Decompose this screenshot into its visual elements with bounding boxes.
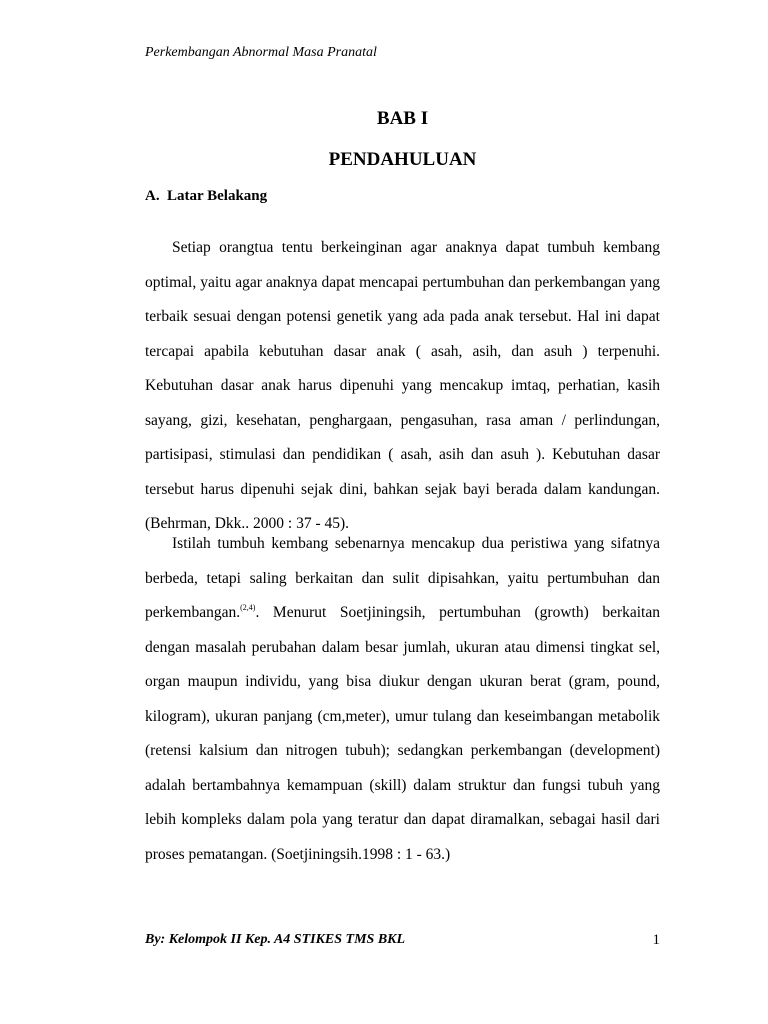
body-paragraph-2: [145, 527, 660, 872]
section-number: A.: [145, 188, 160, 204]
running-header: Perkembangan Abnormal Masa Pranatal: [145, 45, 377, 60]
paragraph-2-text-rest: . Menurut Soetjiningsih, pertumbuhan (growth) berkaitan dengan masalah perubahan dalam besar jumlah, ukuran atau dimensi tingkat sel, organ maupun individu, yang bisa diukur dengan ukuran berat (gram, pound, kilogram), ukuran panjang (cm,meter), umur tulang dan keseimbangan metabolik (retensi kalsium dan nitrogen tubuh); sedangkan perkembangan (development) adalah bertambahnya kemampuan (skill) dalam struktur dan fungsi tubuh yang lebih kompleks dalam pola yang teratur dan dapat diramalkan, sebagai hasil dari proses pematangan. (Soetjiningsih.1998 : 1 - 63.): [145, 604, 660, 863]
chapter-title: PENDAHULUAN: [328, 149, 477, 170]
body-paragraph-1: Setiap orangtua tentu berkeinginan agar anaknya dapat tumbuh kembang optimal, yaitu agar anaknya dapat mencapai pertumbuhan dan perkembangan yang terbaik sesuai dengan potensi genetik yang ada pada anak tersebut. Hal ini dapat tercapai apabila kebutuhan dasar anak ( asah, asih, dan asuh ) terpenuhi. Kebutuhan dasar anak harus dipenuhi yang mencakup imtaq, perhatian, kasih sayang, gizi, kesehatan, penghargaan, pengasuhan, rasa aman / perlindungan, partisipasi, stimulasi dan pendidikan ( asah, asih dan asuh ). Kebutuhan dasar tersebut harus dipenuhi sejak dini, bahkan sejak bayi berada dalam kandungan. (Behrman, Dkk.. 2000 : 37 - 45).: [145, 239, 660, 532]
section-title: Latar Belakang: [167, 188, 268, 204]
paragraph-2-text-start: Istilah tumbuh kembang sebenarnya mencakup dua peristiwa yang sifatnya berbeda, tetapi saling berkaitan dan sulit dipisahkan, yaitu pertumbuhan dan perkembangan.: [145, 535, 660, 621]
citation-reference: (2,4): [240, 603, 256, 612]
chapter-number: BAB I: [376, 108, 429, 129]
footer-author: By: Kelompok II Kep. A4 STIKES TMS BKL: [145, 932, 406, 947]
section-heading: [145, 188, 267, 205]
page-number: 1: [652, 932, 660, 948]
